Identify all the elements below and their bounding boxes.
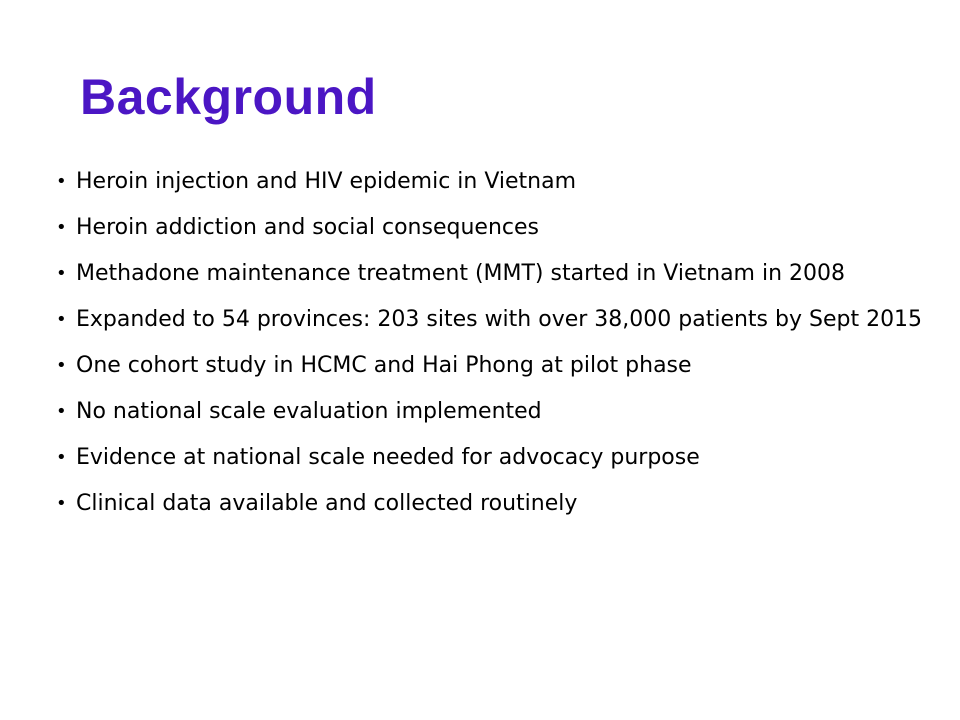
bullet-item <box>52 258 932 290</box>
bullet-icon: • <box>56 447 67 468</box>
bullet-item <box>52 396 932 428</box>
bullet-item <box>52 350 932 382</box>
bullet-text: Evidence at national scale needed for advocacy purpose <box>76 445 700 470</box>
bullet-item <box>52 304 932 336</box>
bullet-text: One cohort study in HCMC and Hai Phong at pilot phase <box>76 353 692 378</box>
bullet-icon: • <box>56 493 67 514</box>
bullet-icon: • <box>56 401 67 422</box>
bullet-icon: • <box>56 263 67 284</box>
bullet-icon: • <box>56 355 67 376</box>
bullet-item <box>52 212 932 244</box>
bullet-text: No national scale evaluation implemented <box>76 399 542 424</box>
bullet-item <box>52 166 932 198</box>
bullet-text: Clinical data available and collected routinely <box>76 491 578 516</box>
bullet-icon: • <box>56 309 67 330</box>
bullet-list <box>52 166 932 534</box>
bullet-item <box>52 488 932 520</box>
bullet-text: Expanded to 54 provinces: 203 sites with over 38,000 patients by Sept 2015 <box>76 307 923 332</box>
bullet-item <box>52 442 932 474</box>
slide-title: Background <box>80 69 377 125</box>
bullet-text: Heroin addiction and social consequences <box>76 215 539 240</box>
bullet-icon: • <box>56 217 67 238</box>
bullet-text: Methadone maintenance treatment (MMT) started in Vietnam in 2008 <box>76 261 846 286</box>
bullet-text: Heroin injection and HIV epidemic in Vietnam <box>76 169 577 194</box>
bullet-icon: • <box>56 171 67 192</box>
